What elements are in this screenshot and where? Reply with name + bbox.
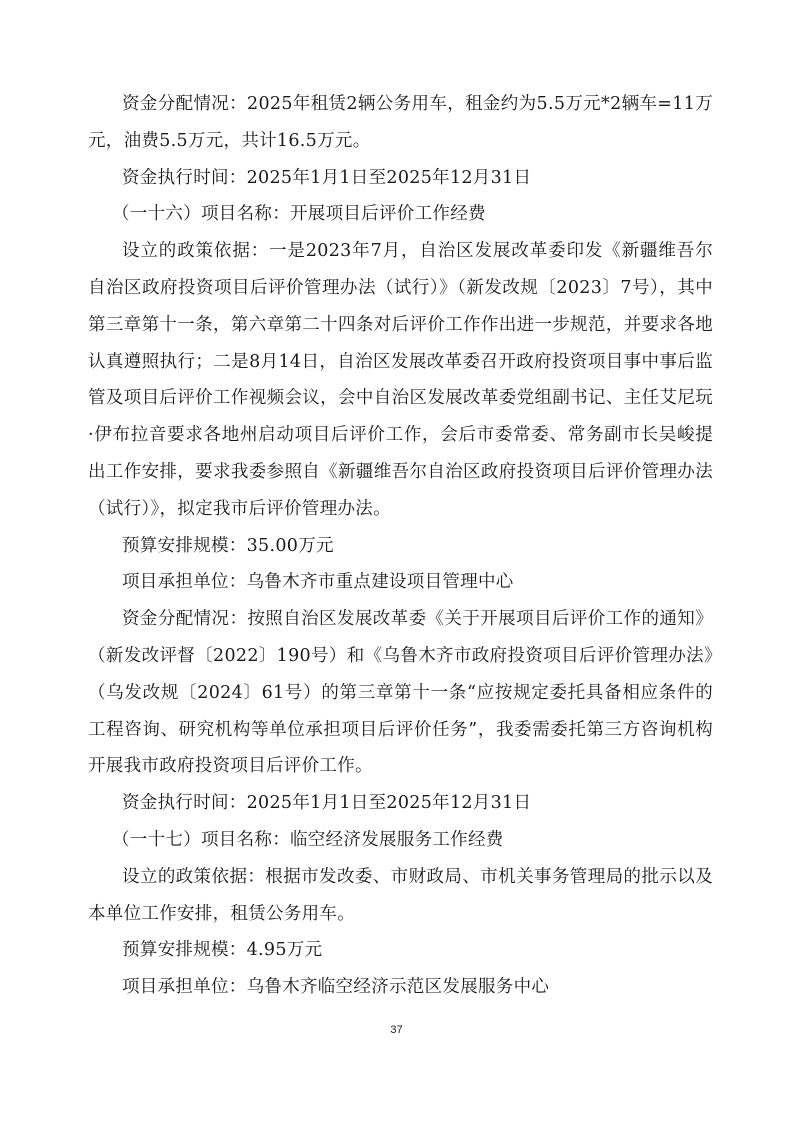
page-number: 37: [390, 1024, 403, 1036]
paragraph-fund-allocation-vehicles: 资金分配情况：2025年租赁2辆公务用车，租金约为5.5万元*2辆车=11万元，油费5.5万元，共计16.5万元。: [88, 94, 713, 151]
paragraph-policy-basis: 设立的政策依据：一是2023年7月，自治区发展改革委印发《新疆维吾尔自治区政府投资项目后评价管理办法（试行）》（新发改规〔2023〕7号），其中第三章第十一条，第六章第二十四条对后评价工作作出进一步规范，并要求各地认真遵照执行；二是8月14日，自治区发展改革委召开政府投资项目事中事后监管及项目后评价工作视频会议，会中自治区发展改革委党组副书记、主任艾尼玩·伊布拉音要求各地州启动项目后评价工作，会后市委常委、常务副市长吴峻提出工作安排，要求我委参照自《新疆维吾尔自治区政府投资项目后评价管理办法（试行）》，拟定我市后评价管理办法。: [88, 241, 713, 519]
paragraph-fund-allocation: 资金分配情况：按照自治区发展改革委《关于开展项目后评价工作的通知》（新发改评督〔2022〕190号）和《乌鲁木齐市政府投资项目后评价管理办法》（乌发改规〔2024〕61号）的第三章第十一条“应按规定委托具备相应条件的工程咨询、研究机构等单位承担项目后评价任务”，我委需委托第三方咨询机构开展我市政府投资项目后评价工作。: [88, 609, 713, 777]
section-heading-17: （一十七）项目名称：临空经济发展服务工作经费: [112, 829, 504, 850]
paragraph-budget-scale: 预算安排规模：4.95万元: [122, 940, 323, 961]
paragraph-execution-time: 资金执行时间：2025年1月1日至2025年12月31日: [122, 167, 532, 188]
body-text: [88, 86, 713, 1006]
paragraph-responsible-unit: 项目承担单位：乌鲁木齐市重点建设项目管理中心: [122, 572, 514, 593]
paragraph-budget-scale: 预算安排规模：35.00万元: [122, 535, 334, 556]
paragraph-policy-basis: 设立的政策依据：根据市发改委、市财政局、市机关事务管理局的批示以及本单位工作安排，租赁公务用车。: [88, 866, 713, 924]
paragraph-execution-time: 资金执行时间：2025年1月1日至2025年12月31日: [122, 793, 532, 814]
section-heading-16: （一十六）项目名称：开展项目后评价工作经费: [112, 204, 486, 225]
paragraph-responsible-unit: 项目承担单位：乌鲁木齐临空经济示范区发展服务中心: [122, 977, 550, 998]
